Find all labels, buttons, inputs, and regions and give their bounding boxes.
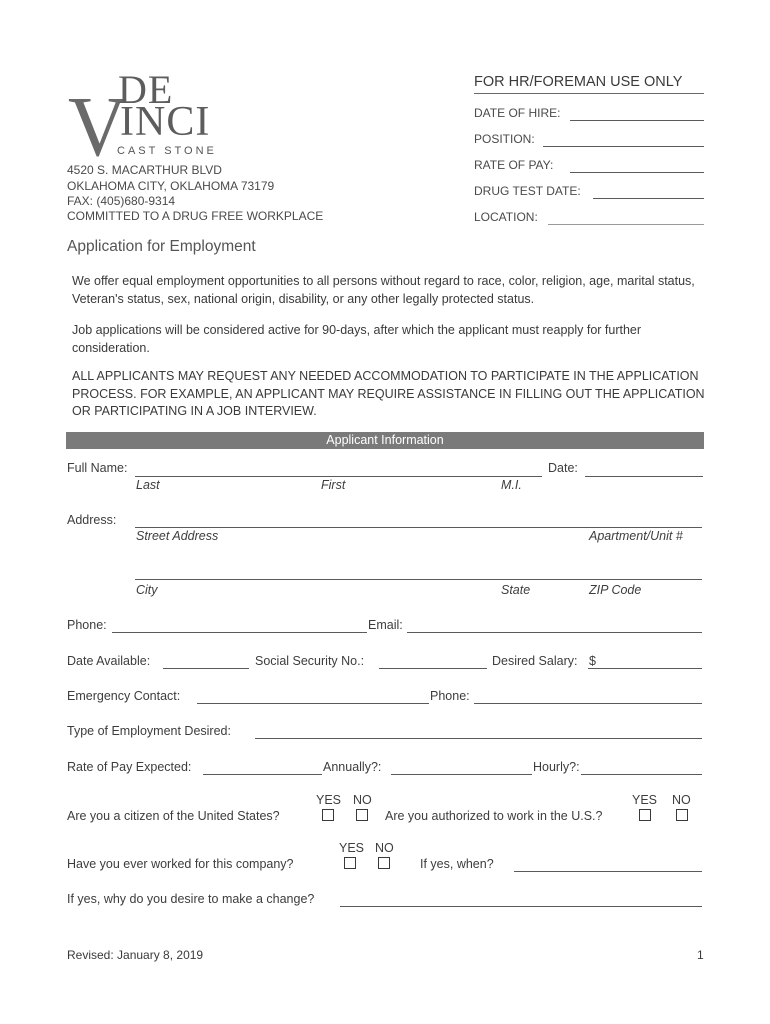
last-name-caption: Last — [136, 478, 160, 492]
worked-yes-header: YES — [339, 841, 365, 855]
email-label: Email: — [368, 618, 403, 632]
date-field[interactable] — [585, 476, 703, 477]
citizen-yes-header: YES — [316, 793, 342, 807]
active-period-statement: Job applications will be considered active for 90-days, after which the applicant must reapply for further consideration. — [72, 323, 642, 355]
middle-initial-caption: M.I. — [501, 478, 522, 492]
citizen-no-header: NO — [353, 793, 372, 807]
worked-question: Have you ever worked for this company? — [67, 857, 294, 871]
logo-letter-v: V — [68, 78, 128, 174]
ssn-label: Social Security No.: — [255, 654, 365, 668]
emergency-contact-field[interactable] — [197, 703, 429, 704]
zip-caption: ZIP Code — [589, 583, 642, 597]
first-name-caption: First — [321, 478, 346, 492]
hr-position-field[interactable] — [543, 146, 704, 147]
hr-drug-test-label: DRUG TEST DATE: — [474, 184, 581, 198]
ssn-field[interactable] — [379, 668, 487, 669]
full-name-field[interactable] — [135, 476, 542, 477]
date-label: Date: — [548, 461, 578, 475]
street-address-caption: Street Address — [136, 529, 219, 543]
hr-section-title: FOR HR/FOREMAN USE ONLY — [474, 74, 683, 90]
authorized-no-checkbox[interactable] — [676, 809, 688, 821]
logo-cast-stone: CAST STONE — [117, 145, 217, 157]
hr-date-of-hire-label: DATE OF HIRE: — [474, 106, 561, 120]
authorized-no-header: NO — [672, 793, 691, 807]
city-caption: City — [136, 583, 158, 597]
desired-salary-field[interactable] — [588, 668, 702, 669]
company-drug-free: COMMITTED TO A DRUG FREE WORKPLACE — [67, 209, 324, 223]
citizen-no-checkbox[interactable] — [356, 809, 368, 821]
page-title: Application for Employment — [67, 238, 256, 255]
why-change-field[interactable] — [340, 906, 702, 907]
hr-rate-of-pay-field[interactable] — [570, 172, 704, 173]
rate-of-pay-expected-label: Rate of Pay Expected: — [67, 760, 192, 774]
company-address-line1: 4520 S. MACARTHUR BLVD — [67, 163, 222, 177]
state-caption: State — [501, 583, 531, 597]
phone-field[interactable] — [112, 632, 367, 633]
authorized-yes-header: YES — [632, 793, 658, 807]
page-number: 1 — [697, 948, 704, 962]
hr-location-field[interactable] — [548, 224, 704, 225]
hr-rate-of-pay-label: RATE OF PAY: — [474, 158, 554, 172]
applicant-information-header: Applicant Information — [66, 432, 704, 449]
annually-label: Annually?: — [323, 760, 382, 774]
emergency-phone-label: Phone: — [430, 689, 470, 703]
type-of-employment-field[interactable] — [255, 738, 702, 739]
authorized-question: Are you authorized to work in the U.S.? — [385, 809, 603, 823]
date-available-label: Date Available: — [67, 654, 151, 668]
authorized-yes-checkbox[interactable] — [639, 809, 651, 821]
if-yes-when-label: If yes, when? — [420, 857, 494, 871]
hourly-label: Hourly?: — [533, 760, 580, 774]
street-address-field[interactable] — [135, 527, 702, 528]
hr-drug-test-field[interactable] — [593, 198, 704, 199]
apartment-caption: Apartment/Unit # — [589, 529, 683, 543]
accommodation-statement: ALL APPLICANTS MAY REQUEST ANY NEEDED ACCOMMODATION TO PARTICIPATE IN THE APPLICATION PROCESS. FOR EXAMPLE, AN APPLICANT MAY REQUIRE ASSISTANCE IN FILLING OUT THE APPLICATION OR PARTICIPATING IN A JOB INTERVIEW. — [72, 369, 705, 418]
citizen-question: Are you a citizen of the United States? — [67, 809, 280, 823]
hr-location-label: LOCATION: — [474, 210, 538, 224]
worked-no-header: NO — [375, 841, 394, 855]
worked-yes-checkbox[interactable] — [344, 857, 356, 869]
date-available-field[interactable] — [163, 668, 249, 669]
logo-letters-de: DE — [118, 67, 174, 112]
company-address-line2: OKLAHOMA CITY, OKLAHOMA 73179 — [67, 179, 275, 193]
annually-field[interactable] — [391, 774, 532, 775]
worked-no-checkbox[interactable] — [378, 857, 390, 869]
equal-opportunity-statement: We offer equal employment opportunities to all persons without regard to race, color, religion, age, marital status, Veteran's status, sex, national origin, disability, or any other legally protected status. — [72, 274, 695, 306]
email-field[interactable] — [407, 632, 702, 633]
emergency-contact-label: Emergency Contact: — [67, 689, 181, 703]
emergency-phone-field[interactable] — [474, 703, 702, 704]
type-of-employment-label: Type of Employment Desired: — [67, 724, 231, 738]
revision-date: Revised: January 8, 2019 — [67, 948, 204, 962]
citizen-yes-checkbox[interactable] — [322, 809, 334, 821]
logo-letters-inci: INCI — [120, 99, 211, 145]
full-name-label: Full Name: — [67, 461, 128, 475]
rate-of-pay-expected-field[interactable] — [203, 774, 322, 775]
address-label: Address: — [67, 513, 117, 527]
hourly-field[interactable] — [581, 774, 702, 775]
phone-label: Phone: — [67, 618, 107, 632]
why-change-label: If yes, why do you desire to make a change? — [67, 892, 315, 906]
company-fax: FAX: (405)680-9314 — [67, 194, 176, 208]
if-yes-when-field[interactable] — [514, 871, 702, 872]
hr-date-of-hire-field[interactable] — [570, 120, 704, 121]
hr-position-label: POSITION: — [474, 132, 535, 146]
desired-salary-label: Desired Salary: — [492, 654, 578, 668]
city-state-zip-field[interactable] — [135, 579, 702, 580]
hr-title-underline — [474, 93, 704, 94]
dollar-sign: $ — [589, 654, 596, 668]
